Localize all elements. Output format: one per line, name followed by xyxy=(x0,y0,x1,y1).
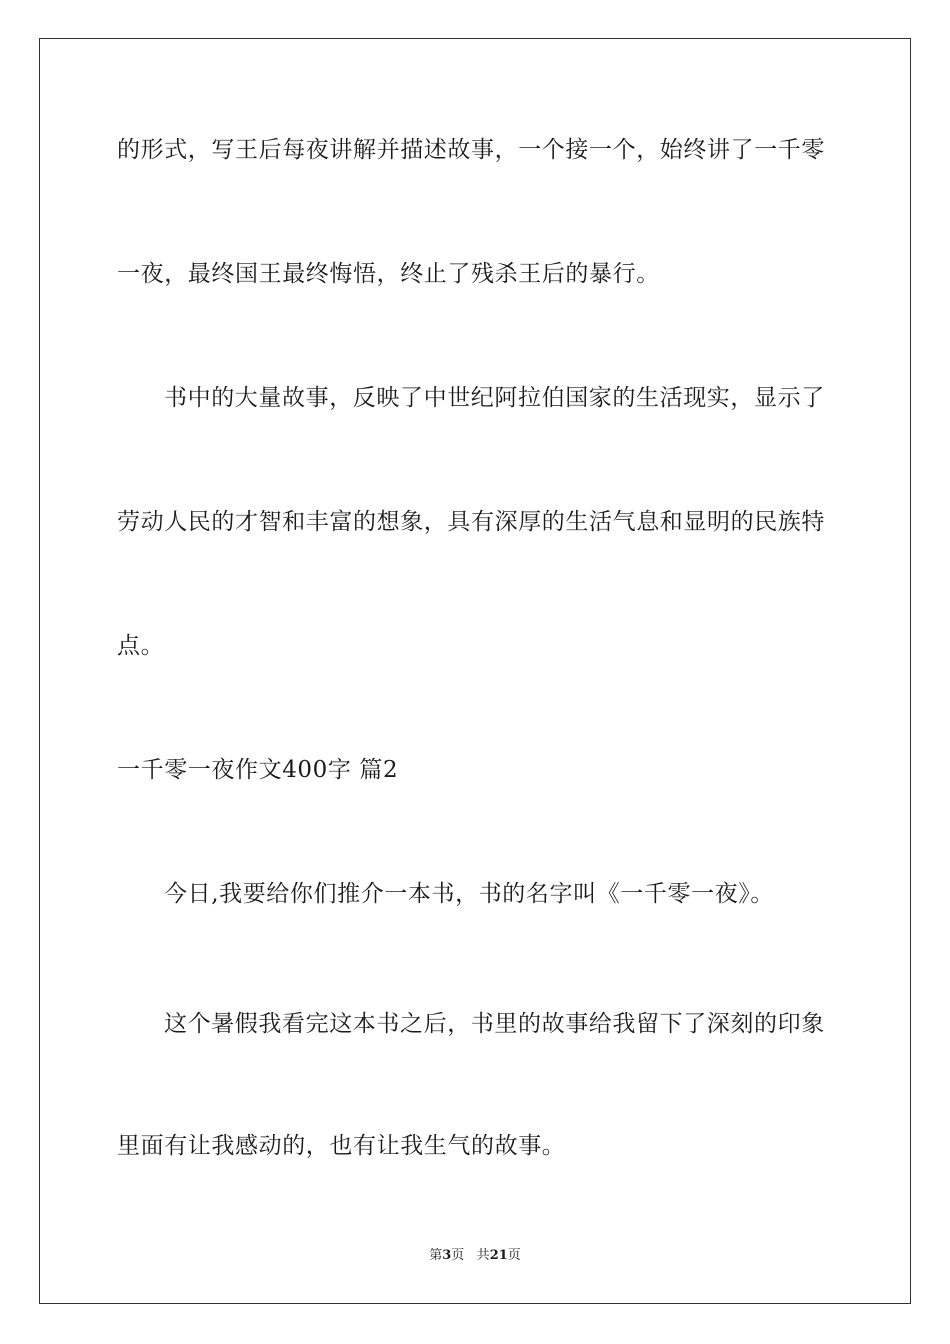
page-suffix: 页 xyxy=(451,1248,465,1263)
page-prefix: 第 xyxy=(429,1248,443,1263)
paragraph-line: 今日,我要给你们推介一本书，书的名字叫《一千零一夜》。 xyxy=(164,881,775,907)
paragraph-line: 书中的大量故事，反映了中世纪阿拉伯国家的生活现实，显示了 xyxy=(164,385,825,411)
page-border xyxy=(39,38,911,1304)
section-heading: 一千零一夜作文400字 篇2 xyxy=(117,757,399,783)
total-pages: 21 xyxy=(489,1248,508,1263)
paragraph-line: 里面有让我感动的，也有让我生气的故事。 xyxy=(117,1133,566,1159)
paragraph-line: 一夜，最终国王最终悔悟，终止了残杀王后的暴行。 xyxy=(117,261,660,287)
paragraph-line: 点。 xyxy=(117,633,165,659)
page-footer xyxy=(0,1247,950,1265)
paragraph-line: 劳动人民的才智和丰富的想象，具有深厚的生活气息和显明的民族特 xyxy=(117,509,825,535)
paragraph-line: 的形式，写王后每夜讲解并描述故事，一个接一个，始终讲了一千零 xyxy=(117,137,825,163)
page-number: 3 xyxy=(442,1248,452,1263)
total-prefix: 共 xyxy=(476,1248,490,1263)
total-suffix: 页 xyxy=(507,1248,521,1263)
paragraph-line: 这个暑假我看完这本书之后，书里的故事给我留下了深刻的印象 xyxy=(164,1011,825,1037)
